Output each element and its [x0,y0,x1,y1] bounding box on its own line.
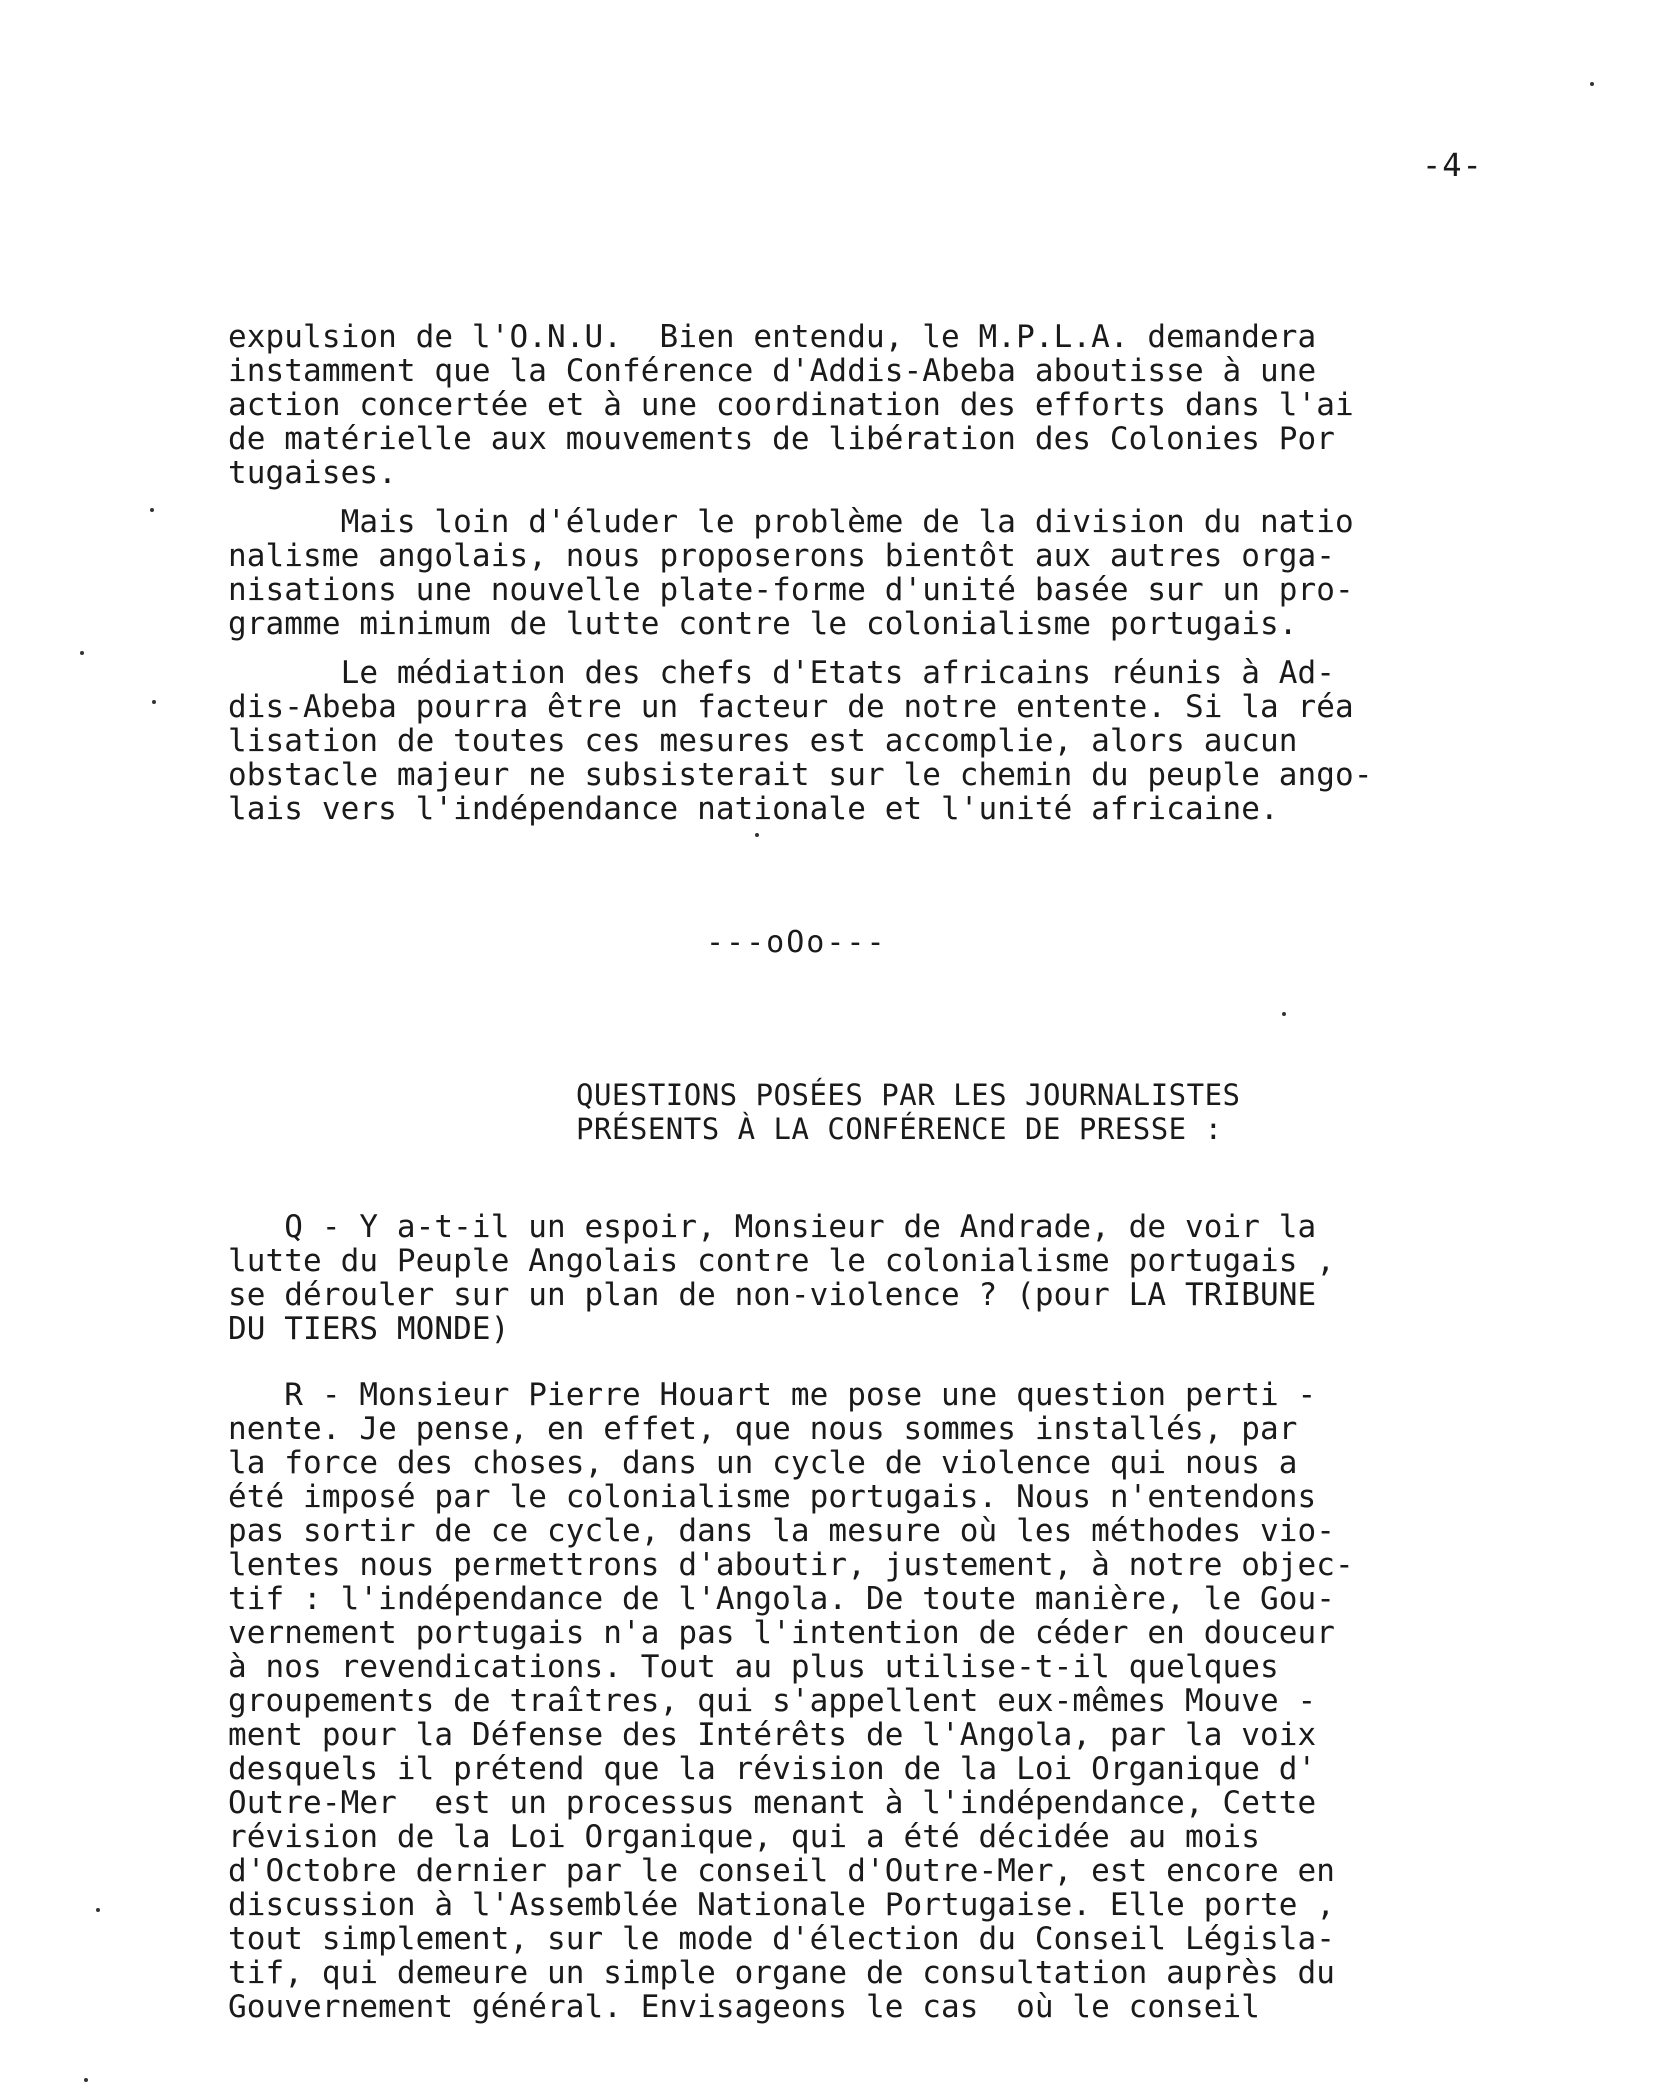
page-number: -4- [1422,146,1483,184]
section-heading-line: QUESTIONS POSÉES PAR LES JOURNALISTES [576,1078,1241,1112]
scan-speck [80,651,84,655]
paragraph-1-line: action concertée et à une coordination des efforts dans l'ai [228,387,1354,423]
question-line: DU TIERS MONDE) [228,1311,510,1347]
answer-line: nente. Je pense, en effet, que nous sommes installés, par [228,1411,1298,1447]
answer-line: Gouvernement général. Envisageons le cas où le conseil [228,1989,1260,2025]
scan-speck [1590,82,1594,86]
answer-line: ment pour la Défense des Intérêts de l'Angola, par la voix [228,1717,1317,1753]
paragraph-2-line: Mais loin d'éluder le problème de la division du natio [228,504,1354,540]
answer-line: été imposé par le colonialisme portugais. Nous n'entendons [228,1479,1317,1515]
paragraph-3-line: obstacle majeur ne subsisterait sur le chemin du peuple ango- [228,757,1373,793]
paragraph-2-line: gramme minimum de lutte contre le colonialisme portugais. [228,606,1298,642]
answer-line: lentes nous permettrons d'aboutir, justement, à notre objec- [228,1547,1354,1583]
answer-line: la force des choses, dans un cycle de violence qui nous a [228,1445,1298,1481]
answer-line: tif, qui demeure un simple organe de consultation auprès du [228,1955,1336,1991]
answer-line: tif : l'indépendance de l'Angola. De toute manière, le Gou- [228,1581,1336,1617]
scan-speck [96,1908,100,1912]
answer-line: pas sortir de ce cycle, dans la mesure où les méthodes vio- [228,1513,1336,1549]
answer-line: groupements de traîtres, qui s'appellent eux-mêmes Mouve - [228,1683,1317,1719]
answer-line: Outre-Mer est un processus menant à l'indépendance, Cette [228,1785,1317,1821]
answer-line: tout simplement, sur le mode d'élection du Conseil Législa- [228,1921,1336,1957]
paragraph-3-line: lais vers l'indépendance nationale et l'unité africaine. [228,791,1279,827]
answer-line: vernement portugais n'a pas l'intention de céder en douceur [228,1615,1336,1651]
section-heading-line: PRÉSENTS À LA CONFÉRENCE DE PRESSE : [576,1112,1223,1146]
paragraph-2-line: nalisme angolais, nous proposerons bientôt aux autres orga- [228,538,1336,574]
paragraph-1-line: expulsion de l'O.N.U. Bien entendu, le M.P.L.A. demandera [228,319,1317,355]
answer-line: discussion à l'Assemblée Nationale Portugaise. Elle porte , [228,1887,1336,1923]
paragraph-1-line: instamment que la Conférence d'Addis-Abeba aboutisse à une [228,353,1317,389]
answer-line: d'Octobre dernier par le conseil d'Outre-Mer, est encore en [228,1853,1336,1889]
answer-line: desquels il prétend que la révision de la Loi Organique d' [228,1751,1317,1787]
answer-line: révision de la Loi Organique, qui a été décidée au mois [228,1819,1260,1855]
scan-speck [1282,1012,1286,1016]
scan-speck [755,833,759,837]
paragraph-2-line: nisations une nouvelle plate-forme d'unité basée sur un pro- [228,572,1354,608]
scan-speck [152,700,156,704]
scan-speck [150,508,154,512]
paragraph-3-line: Le médiation des chefs d'Etats africains réunis à Ad- [228,655,1336,691]
paragraph-3-line: dis-Abeba pourra être un facteur de notre entente. Si la réa [228,689,1354,725]
paragraph-3-line: lisation de toutes ces mesures est accomplie, alors aucun [228,723,1298,759]
answer-line: R - Monsieur Pierre Houart me pose une question perti - [228,1377,1317,1413]
question-line: se dérouler sur un plan de non-violence ? (pour LA TRIBUNE [228,1277,1317,1313]
answer-line: à nos revendications. Tout au plus utilise-t-il quelques [228,1649,1279,1685]
paragraph-1-line: de matérielle aux mouvements de libération des Colonies Por [228,421,1336,457]
question-line: lutte du Peuple Angolais contre le colonialisme portugais , [228,1243,1336,1279]
question-line: Q - Y a-t-il un espoir, Monsieur de Andrade, de voir la [228,1209,1317,1245]
scan-speck [84,2078,88,2082]
section-separator: ---oOo--- [706,925,887,960]
paragraph-1-line: tugaises. [228,455,397,491]
